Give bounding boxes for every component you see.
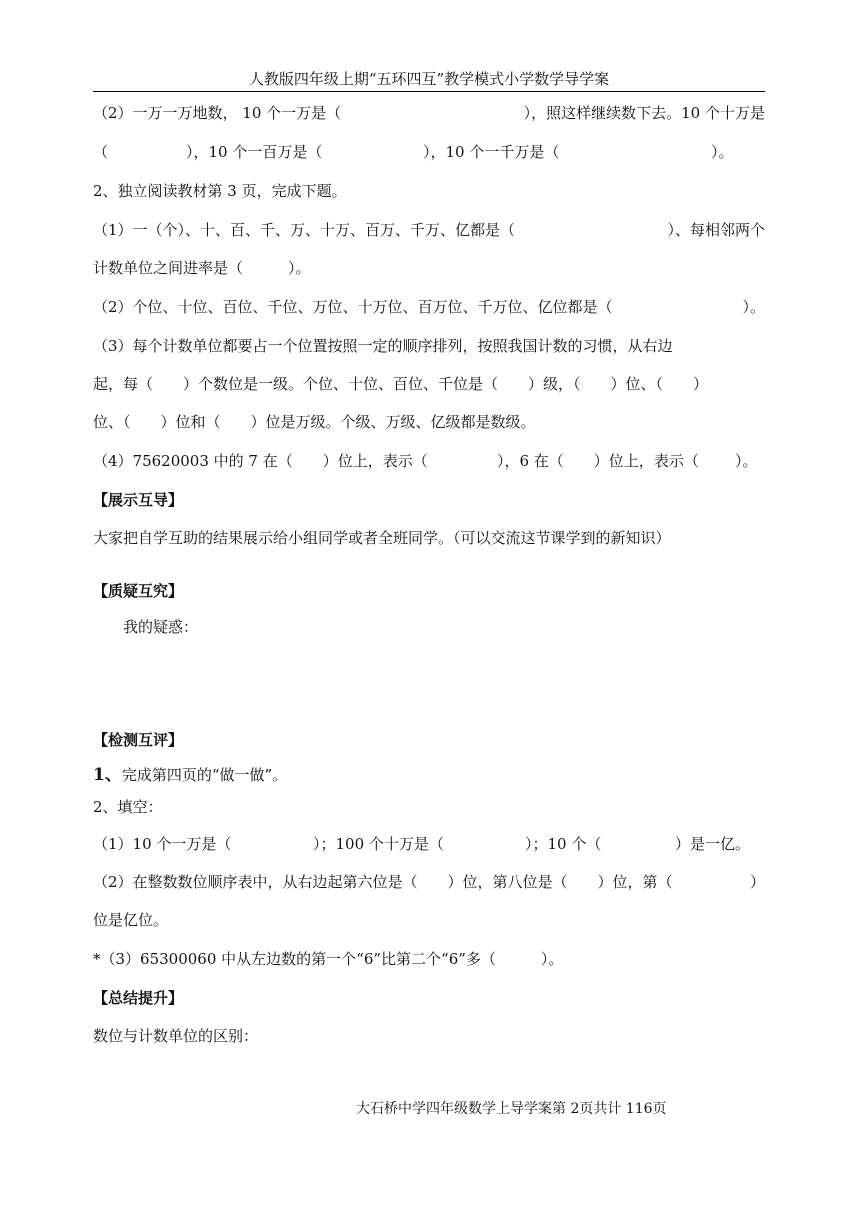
- text: ），10 个一百万是（: [186, 143, 323, 161]
- text: （: [93, 143, 109, 161]
- question-2-2: [93, 297, 765, 317]
- question-2-1-line2: 计数单位之间进率是（ ）。: [93, 259, 311, 277]
- text: （4）75620003 中的 7 在（ ）位上，表示（: [93, 452, 428, 470]
- text: 完成第四页的“做一做”。: [121, 766, 288, 784]
- text: （1）10 个一万是（: [93, 835, 232, 853]
- text: ），10 个一千万是（: [423, 143, 560, 161]
- text: ）。: [742, 298, 765, 316]
- page-header: 人教版四年级上期“五环四互”教学模式小学数学导学案: [93, 70, 765, 92]
- page-footer: 大石桥中学四年级数学上导学案第 2页共计 116页: [356, 1101, 667, 1117]
- section-heading-display: 【展示互导】: [93, 491, 184, 509]
- my-doubts-label: 我的疑惑：: [123, 618, 199, 636]
- display-instructions: 大家把自学互助的结果展示给小组同学或者全班同学。（可以交流这节课学到的新知识）: [93, 529, 671, 547]
- test-item-2-2-line2: 位是亿位。: [93, 911, 169, 929]
- question-2-3-line1: [93, 336, 765, 356]
- section-2-title: 2、独立阅读教材第 3 页，完成下题。: [93, 182, 347, 200]
- question-1-2-line1: [93, 103, 765, 123]
- text: ）、每相邻两个: [667, 221, 765, 239]
- text: ）: [749, 873, 765, 891]
- text: （2）在整数数位顺序表中，从右边起第六位是（ ）位，第八位是（ ）位，第（: [93, 873, 673, 891]
- question-2-1-line1: [93, 220, 765, 240]
- test-item-2-title: 2、填空：: [93, 798, 163, 816]
- text: （2）一万一万地数， 10 个一万是（: [93, 104, 342, 122]
- text: ），照这样继续数下去。10 个十万是: [523, 104, 765, 122]
- text: （3）每个计数单位都要占一个位置按照一定的顺序排列，按照我国计数的习惯，从右边: [93, 337, 673, 355]
- text: （2）个位、十位、百位、千位、万位、十万位、百万位、千万位、亿位都是（: [93, 298, 613, 316]
- text: （1）一（个）、十、百、千、万、十万、百万、千万、亿都是（: [93, 221, 516, 239]
- text: ）。: [711, 143, 734, 161]
- text: ）；10 个（: [525, 835, 602, 853]
- section-heading-test: 【检测互评】: [93, 731, 184, 749]
- text: ）是一亿。: [675, 835, 751, 853]
- test-item-2-3: *（3）65300060 中从左边数的第一个“6”比第二个“6”多（ ）。: [93, 950, 564, 968]
- section-heading-summary: 【总结提升】: [93, 989, 184, 1007]
- question-2-3-line2: 起，每（ ）个数位是一级。个位、十位、百位、千位是（ ）级，（ ）位、（ ）: [93, 375, 709, 393]
- test-item-1: [93, 765, 287, 785]
- item-number: 1、: [93, 765, 122, 785]
- question-2-3-line3: 位、（ ）位和（ ）位是万级。个级、万级、亿级都是数级。: [93, 413, 536, 431]
- text: ）；100 个十万是（: [313, 835, 444, 853]
- text: ），6 在（ ）位上，表示（: [497, 452, 699, 470]
- section-heading-questions: 【质疑互究】: [93, 582, 184, 600]
- summary-prompt: 数位与计数单位的区别：: [93, 1027, 259, 1045]
- test-item-2-2-line1: [93, 872, 765, 892]
- text: ）。: [735, 452, 758, 470]
